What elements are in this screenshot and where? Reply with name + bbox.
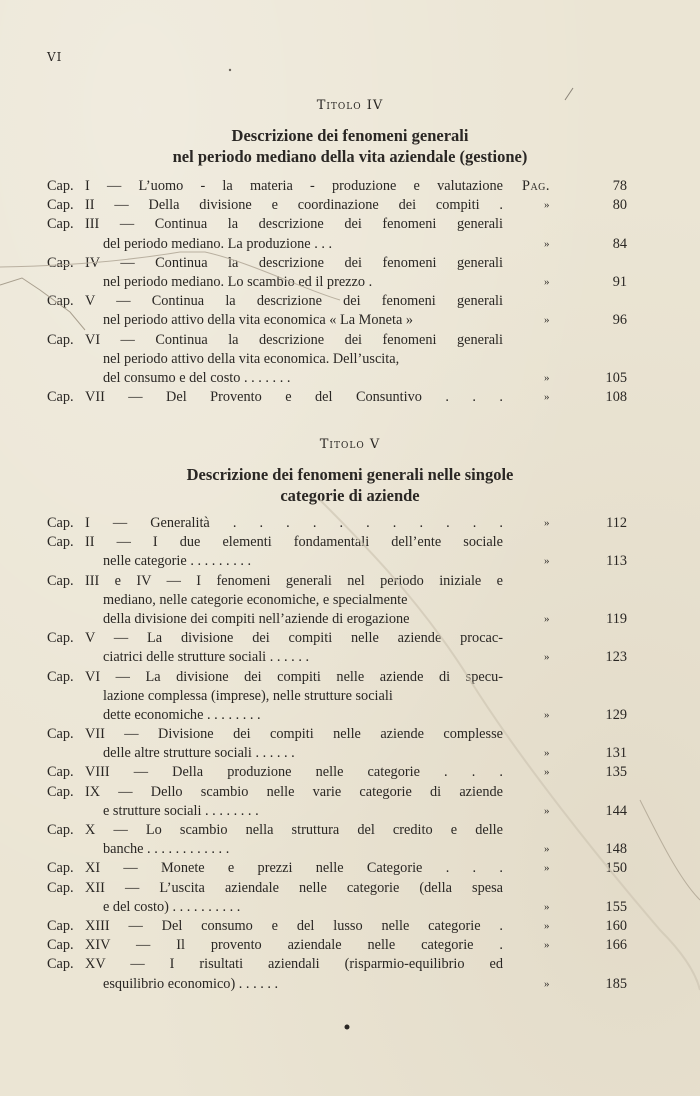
chapter-title-text: del consumo e del costo . . . . . . . xyxy=(103,369,291,386)
ditto-mark: » xyxy=(544,919,550,932)
chapter-title-text: lazione complessa (imprese), nelle strutture sociali xyxy=(103,687,393,704)
ditto-mark: » xyxy=(544,517,550,529)
toc-entry xyxy=(47,955,629,993)
table-of-contents xyxy=(47,177,629,407)
toc-entry xyxy=(47,783,629,821)
toc-line xyxy=(47,668,629,687)
chapter-prefix: Cap. xyxy=(47,879,74,896)
chapter-prefix: Cap. xyxy=(47,293,74,310)
chapter-title-text: nel periodo attivo della vita economica « La Moneta » xyxy=(103,312,414,329)
toc-entry xyxy=(47,254,629,292)
page-number: 131 xyxy=(605,745,627,762)
chapter-title-text: VI — La divisione dei compiti nelle aziende di specu- xyxy=(85,668,503,685)
toc-line xyxy=(47,955,629,974)
chapter-prefix: Cap. xyxy=(47,515,74,531)
ditto-mark: » xyxy=(544,391,550,404)
toc-line xyxy=(47,725,629,744)
ink-speck xyxy=(229,69,231,71)
ditto-mark: » xyxy=(544,314,550,327)
chapter-prefix: Cap. xyxy=(47,178,74,194)
toc-entry xyxy=(47,936,629,955)
chapter-title-text: XI — Monete e prezzi nelle Categorie . . . xyxy=(85,860,503,877)
ditto-mark: » xyxy=(544,612,550,625)
page-number: 144 xyxy=(605,802,627,819)
chapter-prefix: Cap. xyxy=(47,956,74,973)
toc-line xyxy=(47,840,629,859)
chapter-prefix: Cap. xyxy=(47,822,74,838)
chapter-title-text: nel periodo mediano. Lo scambio ed il prezzo . xyxy=(103,273,373,290)
chapter-prefix: Cap. xyxy=(47,216,74,233)
chapter-title-text: e del costo) . . . . . . . . . . xyxy=(103,898,241,915)
toc-entry xyxy=(47,292,629,330)
chapter-title-text: VII — Del Provento e del Consuntivo . . . xyxy=(85,389,503,406)
ditto-mark: » xyxy=(544,843,550,856)
toc-line xyxy=(47,879,629,898)
ditto-mark: » xyxy=(544,939,550,952)
chapter-title-text: nel periodo attivo della vita economica. Dell’uscita, xyxy=(103,350,400,367)
chapter-title-text: IV — Continua la descrizione dei fenomeni generali xyxy=(85,254,503,271)
chapter-title-text: delle altre strutture sociali . . . . . . xyxy=(103,745,295,762)
toc-line xyxy=(47,273,629,292)
ditto-mark: » xyxy=(544,804,550,817)
chapter-title-text: nelle categorie . . . . . . . . . xyxy=(103,553,252,570)
ditto-mark: » xyxy=(544,766,550,779)
table-of-contents xyxy=(47,514,629,994)
toc-line xyxy=(47,744,629,763)
chapter-prefix: Cap. xyxy=(47,197,74,214)
ditto-mark: » xyxy=(544,555,550,568)
toc-entry xyxy=(47,533,629,571)
section-title: Titolo IV xyxy=(316,98,384,113)
toc-entry xyxy=(47,331,629,389)
chapter-prefix: Cap. xyxy=(47,389,74,406)
chapter-prefix: Cap. xyxy=(47,668,74,685)
chapter-title-text: mediano, nelle categorie economiche, e specialmente xyxy=(103,591,408,608)
ditto-mark: » xyxy=(544,275,550,288)
chapter-prefix: Cap. xyxy=(47,764,74,781)
toc-line xyxy=(47,533,629,552)
section-heading xyxy=(60,125,640,167)
page-number: 119 xyxy=(606,610,627,627)
toc-line xyxy=(47,254,629,273)
toc-entry xyxy=(47,668,629,726)
toc-line xyxy=(47,706,629,725)
toc-line xyxy=(47,215,629,234)
ditto-mark: » xyxy=(544,977,550,990)
toc-line xyxy=(47,514,629,533)
chapter-title-text: V — La divisione dei compiti nelle aziende procac- xyxy=(85,630,503,647)
toc-line xyxy=(47,898,629,917)
toc-entry xyxy=(47,917,629,936)
chapter-prefix: Cap. xyxy=(47,572,74,589)
page-number: 185 xyxy=(605,975,627,992)
page-number: 160 xyxy=(605,917,627,934)
page-number: 80 xyxy=(612,197,627,214)
toc-line xyxy=(47,369,629,388)
toc-line xyxy=(47,687,629,706)
chapter-title-text: e strutture sociali . . . . . . . . xyxy=(103,802,259,819)
page-number: 91 xyxy=(612,273,627,290)
toc-line xyxy=(47,292,629,311)
toc-line xyxy=(47,311,629,330)
chapter-prefix: Cap. xyxy=(47,783,74,800)
ditto-mark: » xyxy=(544,862,550,875)
chapter-title-text: X — Lo scambio nella struttura del credito e delle xyxy=(85,822,503,838)
ditto-mark: » xyxy=(544,900,550,913)
chapter-title-text: XII — L’uscita aziendale nelle categorie (della spesa xyxy=(85,879,503,896)
toc-line xyxy=(47,331,629,350)
section-heading-line: Descrizione dei fenomeni generali nelle singole xyxy=(186,465,514,484)
chapter-prefix: Cap. xyxy=(47,534,74,551)
toc-line xyxy=(47,388,629,407)
toc-entry xyxy=(47,821,629,859)
chapter-title-text: esquilibrio economico) . . . . . . xyxy=(103,975,279,992)
toc-entry xyxy=(47,725,629,763)
toc-entry xyxy=(47,879,629,917)
toc-line xyxy=(47,235,629,254)
ditto-mark: » xyxy=(544,371,550,384)
chapter-title-text: III e IV — I fenomeni generali nel periodo iniziale e xyxy=(85,572,503,589)
toc-entry xyxy=(47,514,629,533)
page-number: 78 xyxy=(612,178,627,194)
chapter-title-text: II — Della divisione e coordinazione dei compiti . xyxy=(85,197,503,214)
chapter-title-text: II — I due elementi fondamentali dell’ente sociale xyxy=(85,534,503,551)
page-number: 105 xyxy=(605,369,627,386)
toc-line xyxy=(47,196,629,215)
toc-line xyxy=(47,648,629,667)
toc-line xyxy=(47,821,629,840)
chapter-prefix: Cap. xyxy=(47,917,74,934)
toc-entry xyxy=(47,629,629,667)
chapter-title-text: ciatrici delle strutture sociali . . . . . . xyxy=(103,649,310,666)
ditto-mark: » xyxy=(544,708,550,721)
chapter-title-text: XV — I risultati aziendali (risparmio-equilibrio ed xyxy=(85,956,503,973)
chapter-title-text: III — Continua la descrizione dei fenomeni generali xyxy=(85,216,503,233)
page-number: 84 xyxy=(612,235,627,252)
ditto-mark: » xyxy=(544,651,550,664)
toc-entry xyxy=(47,388,629,407)
chapter-prefix: Cap. xyxy=(47,331,74,348)
chapter-title-text: banche . . . . . . . . . . . . xyxy=(103,841,230,858)
ditto-mark: » xyxy=(544,237,550,250)
toc-line xyxy=(47,629,629,648)
page-folio: VI xyxy=(47,50,63,64)
page-number: 112 xyxy=(606,515,627,531)
toc-entry xyxy=(47,572,629,630)
chapter-prefix: Cap. xyxy=(47,726,74,743)
chapter-title-text: I — L’uomo - la materia - produzione e valutazione xyxy=(85,178,503,194)
toc-entry xyxy=(47,196,629,215)
chapter-title-text: V — Continua la descrizione dei fenomeni generali xyxy=(85,293,503,310)
ink-speck xyxy=(345,1025,350,1030)
toc-line xyxy=(47,802,629,821)
toc-line xyxy=(47,552,629,571)
toc-line xyxy=(47,591,629,610)
toc-entry xyxy=(47,763,629,782)
toc-line xyxy=(47,763,629,782)
toc-line xyxy=(47,572,629,591)
ditto-mark: » xyxy=(544,747,550,760)
page-number: 148 xyxy=(605,841,627,858)
toc-entry xyxy=(47,215,629,253)
toc-line xyxy=(47,610,629,629)
chapter-title-text: VII — Divisione dei compiti nelle aziende complesse xyxy=(85,726,503,743)
section-heading-line: Descrizione dei fenomeni generali xyxy=(231,126,469,145)
page-label: Pag. xyxy=(522,178,550,194)
page-number: 166 xyxy=(605,937,627,954)
page-number: 108 xyxy=(605,389,627,406)
section-heading-line: categorie di aziende xyxy=(280,486,420,505)
chapter-prefix: Cap. xyxy=(47,860,74,877)
chapter-prefix: Cap. xyxy=(47,254,74,271)
section-heading-line: nel periodo mediano della vita aziendale (gestione) xyxy=(172,147,528,166)
toc-line xyxy=(47,859,629,878)
section-title: Titolo V xyxy=(319,437,381,452)
chapter-prefix: Cap. xyxy=(47,937,74,954)
chapter-title-text: VI — Continua la descrizione dei fenomeni generali xyxy=(85,331,503,348)
chapter-title-text: della divisione dei compiti nell’aziende di erogazione xyxy=(103,610,410,627)
chapter-title-text: I — Generalità . . . . . . . . . . . xyxy=(85,515,503,531)
chapter-title-text: IX — Dello scambio nelle varie categorie di aziende xyxy=(85,783,503,800)
chapter-title-text: VIII — Della produzione nelle categorie . . . xyxy=(85,764,503,781)
toc-line xyxy=(47,350,629,369)
page-number: 155 xyxy=(605,898,627,915)
page-number: 113 xyxy=(606,553,627,570)
chapter-title-text: XIII — Del consumo e del lusso nelle categorie . xyxy=(85,917,503,934)
toc-entry xyxy=(47,177,629,196)
toc-line xyxy=(47,783,629,802)
page-number: 129 xyxy=(605,706,627,723)
section-heading xyxy=(60,464,640,506)
ditto-mark: » xyxy=(544,199,550,212)
page-number: 123 xyxy=(605,649,627,666)
toc-line xyxy=(47,177,629,196)
page-number: 96 xyxy=(612,312,627,329)
chapter-prefix: Cap. xyxy=(47,630,74,647)
toc-line xyxy=(47,936,629,955)
toc-entry xyxy=(47,859,629,878)
toc-line xyxy=(47,975,629,994)
page-number: 135 xyxy=(605,764,627,781)
chapter-title-text: XIV — Il provento aziendale nelle categorie . xyxy=(85,937,503,954)
toc-line xyxy=(47,917,629,936)
page-number: 150 xyxy=(605,860,627,877)
chapter-title-text: del periodo mediano. La produzione . . . xyxy=(103,235,333,252)
chapter-title-text: dette economiche . . . . . . . . xyxy=(103,706,261,723)
